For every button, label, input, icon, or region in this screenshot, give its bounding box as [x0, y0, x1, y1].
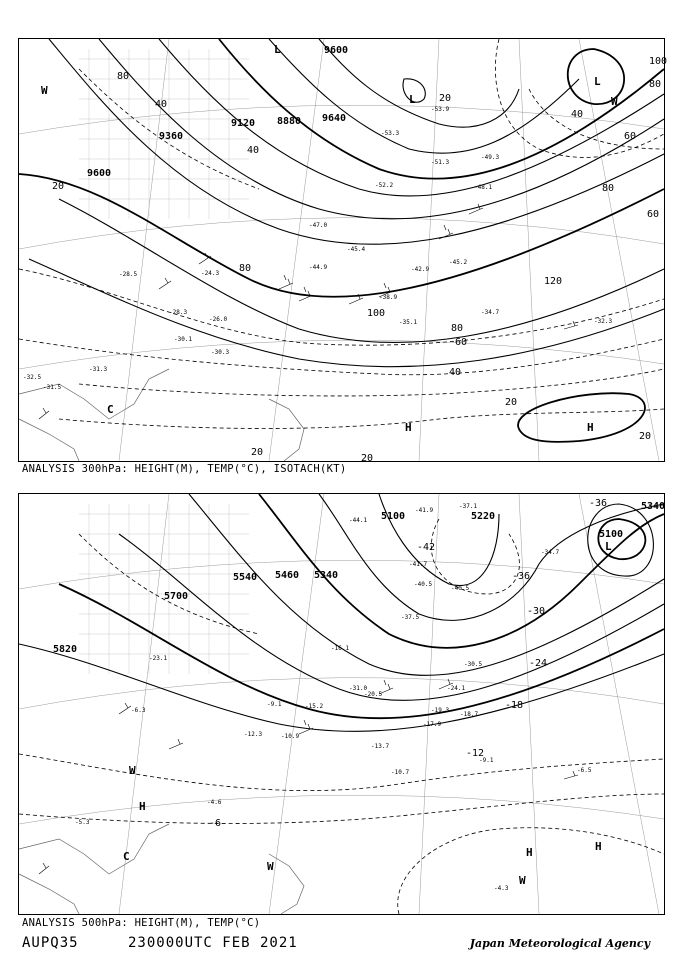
graticule: [19, 494, 664, 914]
temperature-value: -31.5: [43, 384, 62, 391]
isotach-label: 100: [367, 308, 386, 319]
temperature-value: -6.5: [577, 767, 592, 774]
chart-code: AUPQ35: [22, 935, 79, 951]
height-label: 9120: [231, 118, 256, 129]
map-300hpa-graphic: [19, 39, 668, 464]
isotherm-label: -24: [529, 658, 548, 669]
warm-marker: W: [267, 860, 274, 873]
high-pressure-marker: H: [595, 840, 602, 853]
warm-marker: W: [41, 84, 48, 97]
temperature-value: -37.1: [459, 503, 478, 510]
height-label: 5100: [599, 529, 624, 540]
low-pressure-marker: L: [594, 75, 601, 88]
temperature-value: -10.7: [391, 769, 410, 776]
temperature-value: -52.2: [375, 182, 394, 189]
cold-marker: C: [123, 850, 130, 863]
isotherm-label: -6: [209, 818, 222, 829]
temperature-value: -38.9: [379, 294, 398, 301]
isotherm-label: -36: [589, 498, 608, 509]
temperature-value: -28.3: [169, 309, 188, 316]
isotach-label: 80: [239, 263, 252, 274]
temperature-value: -24.1: [447, 685, 466, 692]
temperature-value: -24.3: [201, 270, 220, 277]
high-pressure-marker: H: [139, 800, 146, 813]
temperature-value: -30.3: [211, 349, 230, 356]
map-300hpa: [18, 38, 668, 464]
temperature-value: -30.1: [174, 336, 193, 343]
isotach-label: 80: [649, 79, 662, 90]
isotach-label: 80: [451, 323, 464, 334]
cold-marker: C: [107, 403, 114, 416]
temperature-value: -37.5: [401, 614, 420, 621]
isotach-label: 20: [361, 453, 374, 464]
isotach-label: 20: [251, 447, 264, 458]
temperature-value: -17.9: [423, 721, 442, 728]
temperature-value: -32.3: [594, 318, 613, 325]
isotach-label: 20: [52, 181, 65, 192]
temperature-value: -9.1: [479, 757, 494, 764]
isotach-label: 60: [455, 337, 468, 348]
temperature-value: -6.3: [131, 707, 146, 714]
temperature-value: -4.6: [207, 799, 222, 806]
temperature-value: -32.5: [23, 374, 42, 381]
temperature-value: -19.3: [431, 707, 450, 714]
temperature-value: -31.3: [89, 366, 108, 373]
isotherm-label: -18: [505, 700, 524, 711]
height-label: 8880: [277, 116, 302, 127]
height-contours: [19, 494, 664, 731]
isotach-label: 100: [649, 56, 668, 67]
temperature-value: -18.7: [460, 711, 479, 718]
isotach-label: 40: [155, 99, 168, 110]
height-label: 5340: [314, 570, 339, 581]
isotherm-label: -30: [527, 606, 546, 617]
valid-time: 230000UTC FEB 2021: [128, 935, 298, 951]
temperature-value: -40.5: [451, 585, 470, 592]
height-contours: [19, 39, 664, 442]
isotach-label: 120: [544, 276, 563, 287]
temperature-value: -15.2: [305, 703, 324, 710]
height-label: 5340: [641, 501, 666, 512]
warm-marker: W: [611, 95, 618, 108]
temperature-value: -4.3: [494, 885, 509, 892]
isotach-label: 40: [247, 145, 260, 156]
height-label: 5820: [53, 644, 78, 655]
temperature-value: -5.3: [75, 819, 90, 826]
warm-marker: W: [129, 764, 136, 777]
temperature-value: -47.0: [309, 222, 328, 229]
temperature-value: -10.9: [281, 733, 300, 740]
height-label: 9360: [159, 131, 184, 142]
temperature-value: -12.3: [244, 731, 263, 738]
temperature-value: -53.9: [431, 106, 450, 113]
temperature-value: -41.7: [409, 561, 428, 568]
height-label: 5700: [164, 591, 189, 602]
isotach-label: 80: [602, 183, 615, 194]
temperature-value: -26.0: [209, 316, 228, 323]
isotach-label: 60: [624, 131, 637, 142]
isotach-label: 40: [449, 367, 462, 378]
temperature-value: -9.1: [267, 701, 282, 708]
low-pressure-marker: L: [274, 43, 281, 56]
temperature-value: -41.9: [415, 507, 434, 514]
height-label: 9640: [322, 113, 347, 124]
height-label: 5540: [233, 572, 258, 583]
temperature-value: -35.1: [399, 319, 418, 326]
temperature-value: -16.1: [331, 645, 350, 652]
height-label: 9600: [87, 168, 112, 179]
isotherm-label: -42: [417, 542, 436, 553]
height-label: 5100: [381, 511, 406, 522]
temperature-value: -30.5: [464, 661, 483, 668]
temperature-value: -42.9: [411, 266, 430, 273]
data-density-hatch: [79, 504, 249, 674]
height-label: 9600: [324, 45, 349, 56]
temperature-value: -53.3: [381, 130, 400, 137]
temperature-value: -13.7: [371, 743, 390, 750]
temperature-value: -31.0: [349, 685, 368, 692]
isotach-label: 20: [505, 397, 518, 408]
temperature-value: -40.5: [414, 581, 433, 588]
high-pressure-marker: H: [405, 421, 412, 434]
temperature-value: -49.3: [481, 154, 500, 161]
isotherm-label: -36: [512, 571, 531, 582]
temperature-value: -48.1: [474, 184, 493, 191]
isotach-label: 20: [639, 431, 652, 442]
temperature-value: -20.5: [364, 691, 383, 698]
isotach-label: 20: [439, 93, 452, 104]
isotach-label: 80: [117, 71, 130, 82]
isotherm-label: -12: [466, 748, 485, 759]
caption-300hpa: ANALYSIS 300hPa: HEIGHT(M), TEMP(°C), ISOTACH(KT): [22, 463, 347, 475]
height-label: 5220: [471, 511, 496, 522]
temperature-value: -45.4: [347, 246, 366, 253]
temperature-value: -45.2: [449, 259, 468, 266]
map-500hpa-graphic: [19, 494, 664, 914]
temperature-value: -51.3: [431, 159, 450, 166]
map-500hpa: [18, 493, 665, 915]
agency-credit: Japan Meteorological Agency: [469, 937, 650, 950]
low-pressure-marker: L: [605, 540, 612, 553]
caption-500hpa: ANALYSIS 500hPa: HEIGHT(M), TEMP(°C): [22, 917, 261, 929]
temperature-value: -28.5: [119, 271, 138, 278]
warm-marker: W: [519, 874, 526, 887]
high-pressure-marker: H: [526, 846, 533, 859]
temperature-value: -44.9: [309, 264, 328, 271]
low-pressure-marker: L: [409, 93, 416, 106]
temperature-value: -44.1: [349, 517, 368, 524]
temperature-value: -34.7: [541, 549, 560, 556]
coastline: [19, 824, 304, 914]
high-pressure-marker: H: [587, 421, 594, 434]
temperature-value: -23.1: [149, 655, 168, 662]
temperature-value: -34.7: [481, 309, 500, 316]
isotach-label: 60: [647, 209, 660, 220]
height-label: 5460: [275, 570, 300, 581]
isotach-label: 40: [571, 109, 584, 120]
